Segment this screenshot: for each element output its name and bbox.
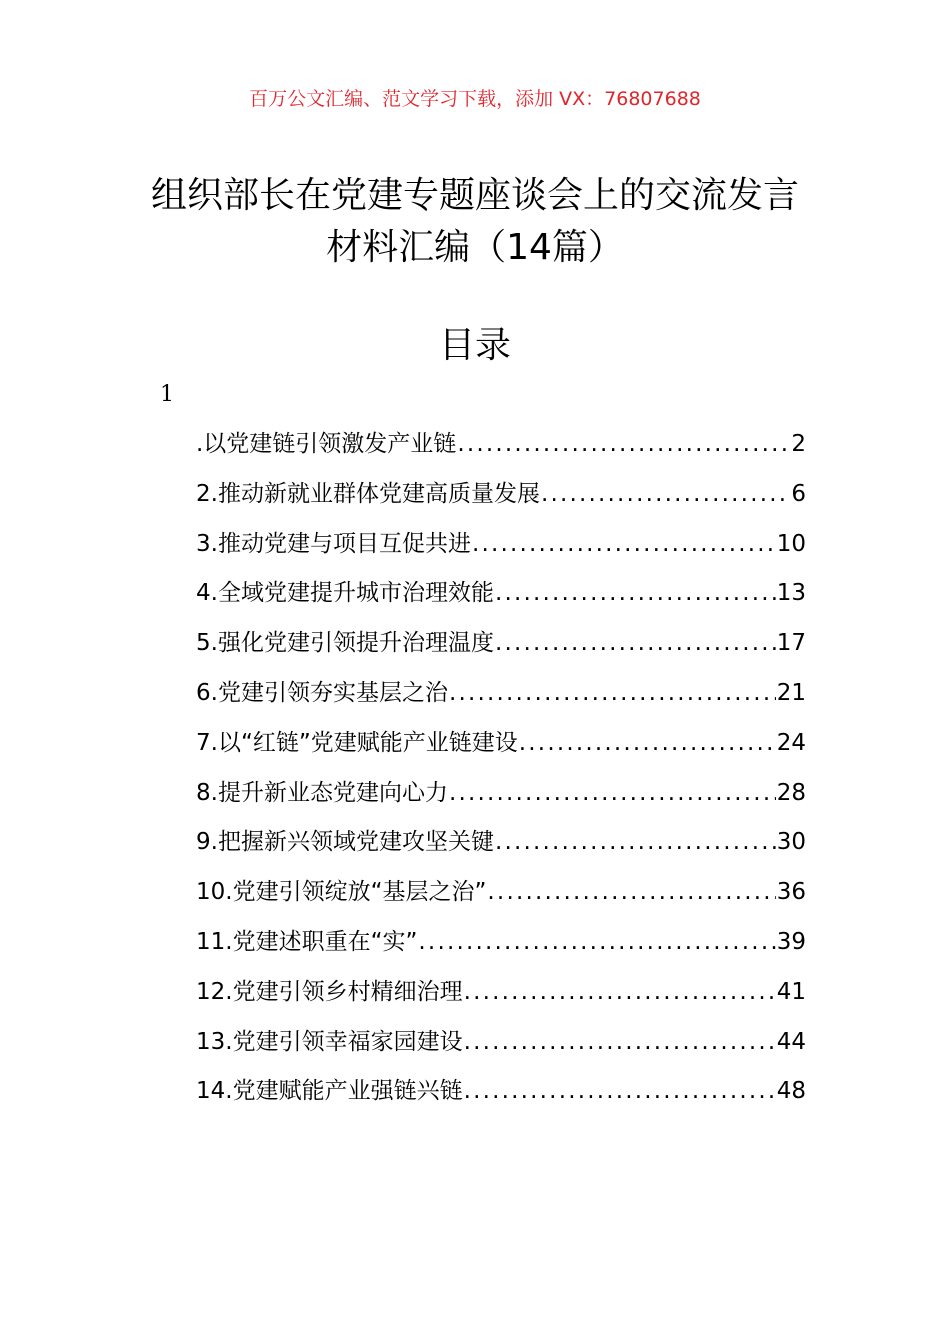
toc-leader-dots xyxy=(464,1068,776,1114)
document-title-line-2: 材料汇编（14篇） xyxy=(326,227,624,268)
toc-entry-page: 28 xyxy=(776,779,806,806)
toc-entry-page: 21 xyxy=(776,679,806,706)
toc-entry[interactable] xyxy=(196,919,806,969)
toc-entry-page: 44 xyxy=(776,1028,806,1055)
toc-entry-label: 7.以“红链”党建赋能产业链建设 xyxy=(196,729,518,756)
toc-entry-page: 24 xyxy=(776,729,806,756)
toc-entry-label: 13.党建引领幸福家园建设 xyxy=(196,1028,463,1055)
toc-entry-page: 10 xyxy=(776,530,806,557)
toc-entry-label: 9.把握新兴领域党建攻坚关键 xyxy=(196,829,494,856)
toc-leader-dots xyxy=(472,521,776,567)
toc-entry[interactable] xyxy=(196,670,806,720)
toc-entry-label: .以党建链引领激发产业链 xyxy=(196,431,457,457)
toc-entry-page: 6 xyxy=(791,480,806,507)
toc-leader-dots xyxy=(495,620,776,666)
toc-entry-page: 13 xyxy=(776,580,806,607)
toc-leader-dots xyxy=(487,869,775,915)
watermark-banner: 百万公文汇编、范文学习下载，添加 VX：76807688 xyxy=(249,88,701,110)
toc-entry-label: 10.党建引领绽放“基层之治” xyxy=(196,879,487,906)
toc-entry-page: 41 xyxy=(776,978,806,1005)
toc-entry[interactable] xyxy=(196,421,806,471)
toc-entry-label: 5.强化党建引领提升治理温度 xyxy=(196,630,494,657)
toc-leader-dots xyxy=(449,670,776,716)
toc-entry-page: 17 xyxy=(776,630,806,657)
toc-entry-label: 8.提升新业态党建向心力 xyxy=(196,779,448,806)
toc-leader-dots xyxy=(495,570,776,616)
toc-entry[interactable] xyxy=(196,819,806,869)
toc-entry[interactable] xyxy=(196,570,806,620)
toc-entry-page: 48 xyxy=(776,1078,806,1105)
toc-leader-dots xyxy=(464,1019,776,1065)
toc-leader-dots xyxy=(464,969,776,1015)
table-of-contents xyxy=(196,421,806,1118)
toc-entry[interactable] xyxy=(196,869,806,919)
toc-leader-dots xyxy=(449,770,776,816)
toc-entry-label: 12.党建引领乡村精细治理 xyxy=(196,978,463,1005)
toc-entry-label: 14.党建赋能产业强链兴链 xyxy=(196,1078,463,1105)
toc-leader-dots xyxy=(495,819,776,865)
toc-entry-page: 2 xyxy=(791,431,806,457)
toc-entry[interactable] xyxy=(196,521,806,571)
toc-entry[interactable] xyxy=(196,620,806,670)
toc-leader-dots xyxy=(418,919,775,965)
toc-entry-page: 39 xyxy=(776,928,806,955)
toc-heading: 目录 xyxy=(438,325,511,366)
toc-entry[interactable] xyxy=(196,471,806,521)
toc-entry[interactable] xyxy=(196,720,806,770)
toc-entry-page: 30 xyxy=(776,829,806,856)
toc-entry-label: 4.全域党建提升城市治理效能 xyxy=(196,580,494,607)
toc-leader-dots xyxy=(457,421,790,467)
stray-number-marker: 1 xyxy=(160,382,174,407)
document-title-line-1: 组织部长在党建专题座谈会上的交流发言 xyxy=(150,175,799,216)
toc-entry[interactable] xyxy=(196,1019,806,1069)
toc-entry[interactable] xyxy=(196,1068,806,1118)
toc-leader-dots xyxy=(541,471,790,517)
toc-leader-dots xyxy=(519,720,776,766)
toc-entry-page: 36 xyxy=(776,879,806,906)
toc-entry-label: 6.党建引领夯实基层之治 xyxy=(196,679,448,706)
toc-entry-label: 11.党建述职重在“实” xyxy=(196,928,418,955)
toc-entry[interactable] xyxy=(196,969,806,1019)
toc-entry-label: 3.推动党建与项目互促共进 xyxy=(196,530,471,557)
toc-entry-label: 2.推动新就业群体党建高质量发展 xyxy=(196,480,540,507)
toc-entry[interactable] xyxy=(196,770,806,820)
